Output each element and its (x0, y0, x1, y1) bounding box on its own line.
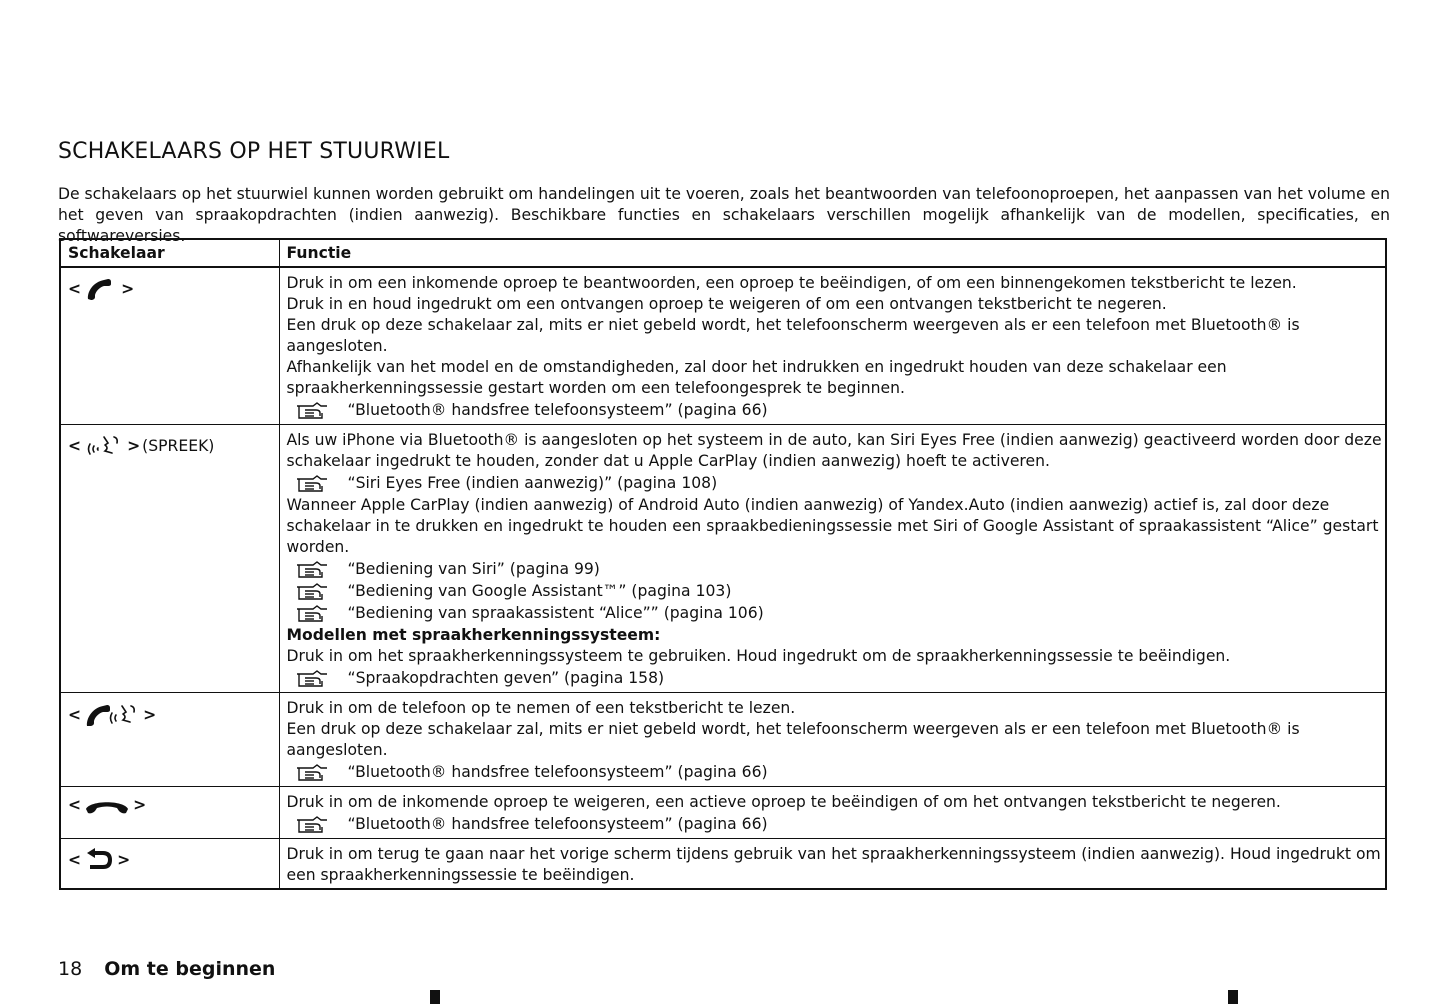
bracket-open: < (68, 796, 82, 814)
page-reference-icon (296, 670, 328, 688)
page-reference[interactable] (287, 559, 1386, 580)
function-cell (279, 839, 1386, 890)
header-function: Functie (279, 239, 1386, 267)
bracket-open: < (68, 436, 82, 455)
page-reference-text: “Bluetooth® handsfree telefoonsysteem” (pagina 66) (347, 815, 768, 833)
page-reference-icon (296, 605, 328, 623)
function-subheading: Modellen met spraakherkenningssysteem: (286, 626, 661, 644)
phone-voice-icon (81, 701, 143, 729)
page-reference[interactable] (287, 400, 1386, 421)
page-reference-icon (296, 475, 328, 493)
page-footer (58, 958, 275, 980)
switch-label: (SPREEK) (142, 436, 215, 455)
section-title: Om te beginnen (104, 958, 276, 980)
page-reference-text: “Bluetooth® handsfree telefoonsysteem” (pagina 66) (347, 401, 768, 419)
table-row (60, 693, 1386, 787)
table-row (60, 425, 1386, 693)
function-text: Als uw iPhone via Bluetooth® is aangesloten op het systeem in de auto, kan Siri Eyes Free (indien aanwezig) geactiveerd worden door deze schakelaar ingedrukt te houden, zonder dat u Apple CarPlay (indien aanwezig) hoeft te activeren. (286, 431, 1382, 470)
page-reference[interactable] (287, 473, 1386, 494)
function-cell (279, 267, 1386, 425)
page-reference[interactable] (287, 668, 1386, 689)
phone-hangup-icon (81, 796, 133, 816)
voice-talk-icon (81, 433, 127, 459)
header-switch: Schakelaar (60, 239, 279, 267)
page-reference-text: “Bediening van Siri” (pagina 99) (347, 560, 600, 578)
switch-function-table (59, 238, 1387, 890)
page-title: SCHAKELAARS OP HET STUURWIEL (58, 138, 450, 164)
page-reference[interactable] (287, 581, 1386, 602)
function-text: Druk in om de telefoon op te nemen of een tekstbericht te lezen. (286, 699, 796, 717)
page-reference-text: “Bediening van spraakassistent “Alice”” (pagina 106) (347, 604, 764, 622)
bracket-open: < (68, 850, 82, 869)
table-row (60, 839, 1386, 890)
switch-symbol (68, 701, 279, 729)
crop-mark (1228, 990, 1238, 1004)
page-reference-text: “Bediening van Google Assistant™” (pagina 103) (347, 582, 732, 600)
switch-symbol (68, 433, 279, 459)
switch-cell (60, 787, 279, 839)
page-reference-text: “Siri Eyes Free (indien aanwezig)” (pagina 108) (347, 474, 718, 492)
page-reference-text: “Spraakopdrachten geven” (pagina 158) (347, 669, 665, 687)
switch-cell (60, 839, 279, 890)
bracket-close: > (121, 279, 135, 298)
function-cell (279, 425, 1386, 693)
phone-pickup-icon (81, 276, 121, 302)
page-reference[interactable] (287, 762, 1386, 783)
function-text: Druk in om de inkomende oproep te weigeren, een actieve oproep te beëindigen of om het ontvangen tekstbericht te negeren. (286, 793, 1281, 811)
bracket-close: > (127, 436, 141, 455)
crop-mark (430, 990, 440, 1004)
switch-cell (60, 267, 279, 425)
page-reference-icon (296, 583, 328, 601)
page-reference-text: “Bluetooth® handsfree telefoonsysteem” (pagina 66) (347, 763, 768, 781)
bracket-close: > (117, 850, 131, 869)
switch-cell (60, 693, 279, 787)
table-row (60, 267, 1386, 425)
function-text: Druk in om een inkomende oproep te beantwoorden, een oproep te beëindigen, of om een binnengekomen tekstbericht te lezen. (286, 274, 1297, 292)
function-text: Druk in en houd ingedrukt om een ontvangen oproep te weigeren of om een ontvangen tekstbericht te negeren. (286, 295, 1167, 313)
function-text: Een druk op deze schakelaar zal, mits er niet gebeld wordt, het telefoonscherm weergeven als er een telefoon met Bluetooth® is aangesloten. (286, 720, 1300, 759)
function-cell (279, 693, 1386, 787)
switch-symbol (68, 795, 279, 816)
function-text: Druk in om terug te gaan naar het vorige scherm tijdens gebruik van het spraakherkenningssysteem (indien aanwezig). Houd ingedrukt om een spraakherkenningssessie te beëindigen. (286, 845, 1381, 884)
bracket-open: < (68, 705, 82, 724)
function-cell (279, 787, 1386, 839)
table-row (60, 787, 1386, 839)
page-reference-icon (296, 816, 328, 834)
switch-symbol (68, 847, 279, 873)
intro-paragraph: De schakelaars op het stuurwiel kunnen worden gebruikt om handelingen uit te voeren, zoals het beantwoorden van telefoonoproepen, het aanpassen van het volume en het geven van spraakopdrachten (indien aanwezig). Beschikbare functies en schakelaars verschillen mogelijk afhankelijk van de modellen, specificaties, en softwareversies. (58, 184, 1390, 245)
page-reference-icon (296, 764, 328, 782)
function-text: Afhankelijk van het model en de omstandigheden, zal door het indrukken en ingedrukt houden van deze schakelaar een spraakherkenningssessie gestart worden om een telefoongesprek te beginnen. (286, 358, 1227, 397)
bracket-close: > (143, 705, 157, 724)
page-number: 18 (58, 958, 83, 980)
page-reference[interactable] (287, 814, 1386, 835)
back-arrow-icon (81, 847, 117, 873)
page-reference-icon (296, 561, 328, 579)
bracket-close: > (133, 796, 147, 814)
function-text: Een druk op deze schakelaar zal, mits er niet gebeld wordt, het telefoonscherm weergeven als er een telefoon met Bluetooth® is aangesloten. (286, 316, 1300, 355)
switch-cell (60, 425, 279, 693)
switch-symbol (68, 276, 279, 302)
function-text: Wanneer Apple CarPlay (indien aanwezig) of Android Auto (indien aanwezig) of Yandex.Auto (indien aanwezig) actief is, zal door deze schakelaar in te drukken en ingedrukt te houden een spraakbedieningssessie met Siri of Google Assistant of spraakassistent “Alice” gestart worden. (286, 496, 1379, 556)
bracket-open: < (68, 279, 82, 298)
page-reference[interactable] (287, 603, 1386, 624)
table-header-row (60, 239, 1386, 267)
page-reference-icon (296, 402, 328, 420)
function-text: Druk in om het spraakherkenningssysteem te gebruiken. Houd ingedrukt om de spraakherkenningssessie te beëindigen. (286, 647, 1231, 665)
